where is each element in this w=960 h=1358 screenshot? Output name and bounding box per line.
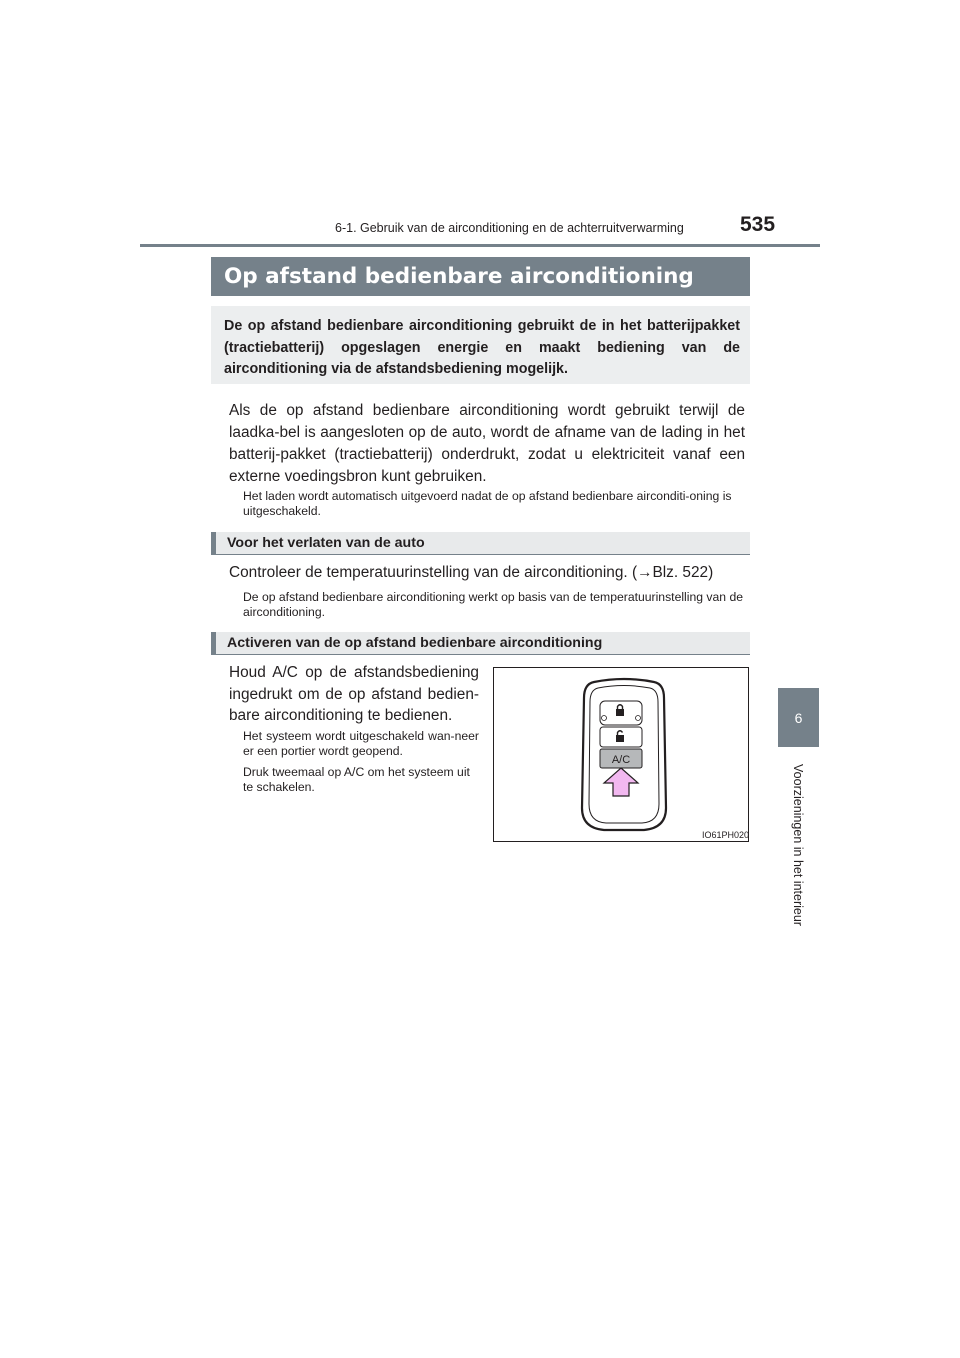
chapter-number: 6	[794, 709, 803, 726]
header-rule	[140, 244, 820, 247]
body-paragraph: Als de op afstand bedienbare airconditioning wordt gebruikt terwijl de laadka-bel is aangesloten op de auto, wordt de afname van de lading in het batterij-pakket (tractiebatterij) onderdrukt, zodat u elektriciteit vanaf een externe voedingsbron kunt gebruiken.	[229, 402, 745, 485]
lock-icon	[616, 705, 624, 716]
key-fob-figure	[493, 667, 749, 842]
header-section-title: 6-1. Gebruik van de airconditioning en de achterruitverwarming	[335, 221, 684, 235]
page-number: 535	[740, 213, 776, 236]
section2-note-2: Druk tweemaal op A/C om het systeem uit te schakelen.	[243, 765, 470, 794]
page-title: Op afstand bedienbare airconditioning	[211, 257, 750, 296]
chapter-side-label	[753, 760, 843, 930]
section-heading-activating: Activeren van de op afstand bedienbare airconditioning	[211, 632, 750, 655]
section2-text: Houd A/C op de afstandsbediening ingedrukt om de op afstand bedien-bare airconditioning te bedienen.	[229, 664, 479, 724]
unlock-icon	[616, 731, 624, 742]
arrow-up-icon	[604, 768, 638, 796]
figure-code: IO61PH020	[702, 830, 750, 840]
intro-box: De op afstand bedienbare airconditioning gebruikt de in het batterijpakket (tractiebatterij) opgeslagen energie en maakt bediening van de airconditioning via de afstandsbediening mogelijk.	[211, 306, 750, 384]
section-heading-leaving: Voor het verlaten van de auto	[211, 532, 750, 555]
chapter-tab	[778, 688, 819, 747]
section2-note-1: Het systeem wordt uitgeschakeld wan-neer er een portier wordt geopend.	[243, 729, 479, 758]
section1-note: De op afstand bedienbare airconditioning werkt op basis van de temperatuurinstelling van de airconditioning.	[243, 590, 744, 619]
chapter-label: Voorzieningen in het interieur	[791, 764, 806, 926]
body-note: Het laden wordt automatisch uitgevoerd nadat de op afstand bedienbare airconditi-oning is uitgeschakeld.	[243, 489, 732, 518]
section1-text: Controleer de temperatuurinstelling van de airconditioning. (→Blz. 522)	[229, 564, 714, 581]
ac-button-label: A/C	[611, 754, 631, 766]
key-fob-illustration	[494, 668, 748, 841]
